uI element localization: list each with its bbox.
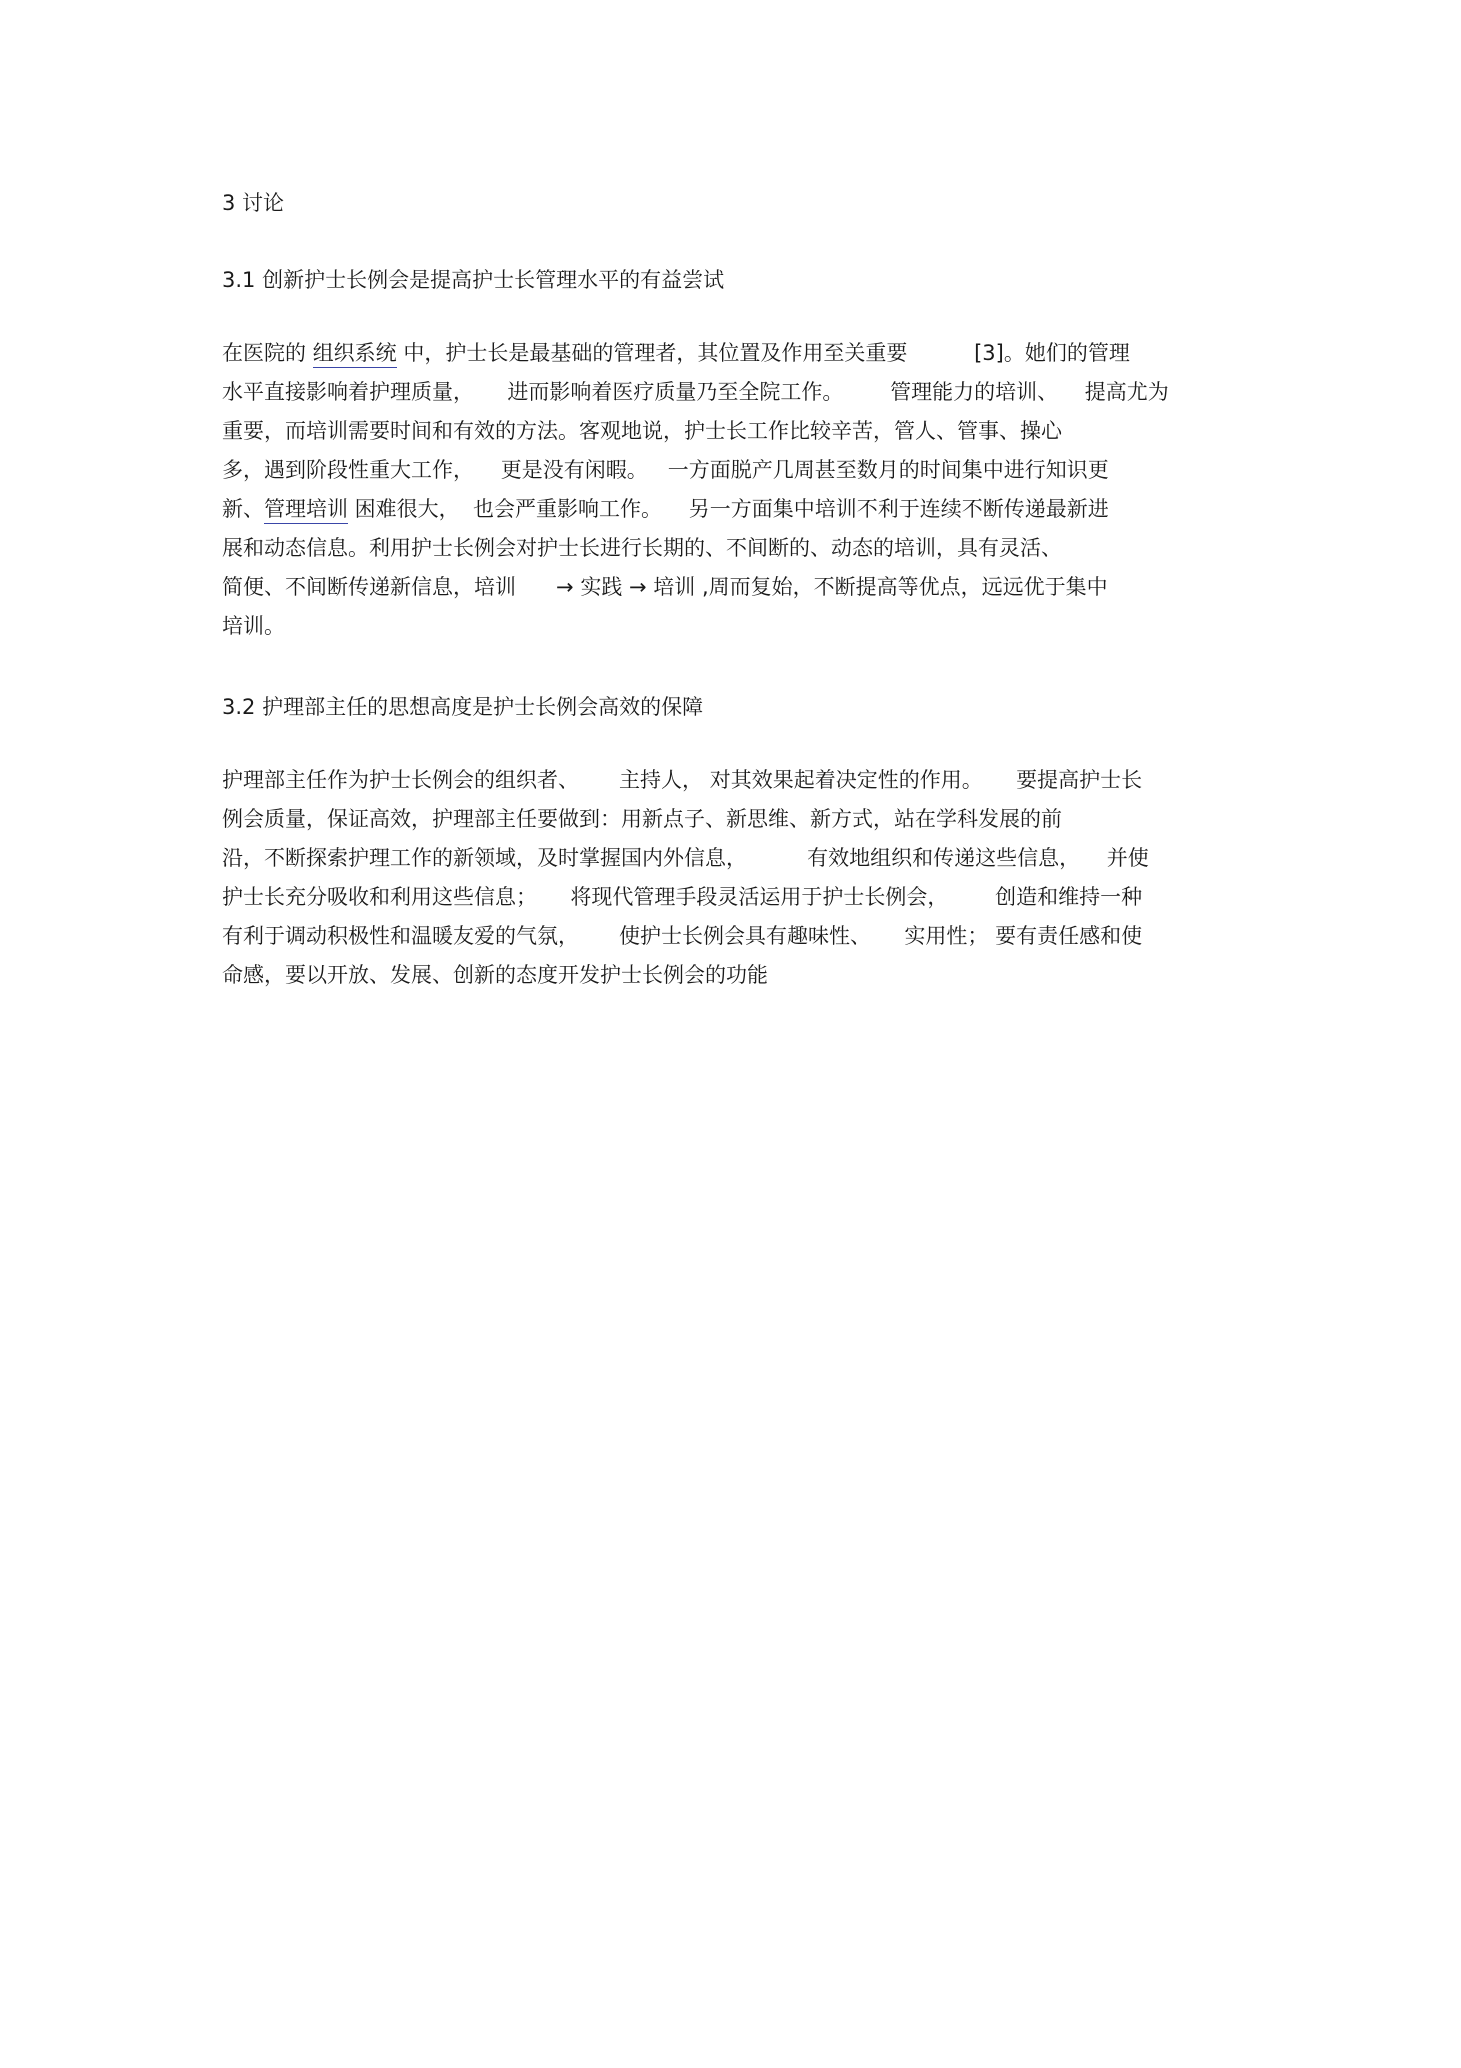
paragraph-line: 护理部主任作为护士长例会的组织者、 主持人， 对其效果起着决定性的作用。 要提高护士长: [222, 768, 1143, 792]
line-text: 困难很大， 也会严重影响工作。 另一方面集中培训不利于连续不断传递最新进: [348, 497, 1109, 521]
paragraph-line: 水平直接影响着护理质量， 进而影响着医疗质量乃至全院工作。 管理能力的培训、 提高尤为: [222, 380, 1169, 404]
paragraph-line: 命感，要以开放、发展、创新的态度开发护士长例会的功能: [222, 963, 768, 987]
paragraph-line: 展和动态信息。利用护士长例会对护士长进行长期的、不间断的、动态的培训，具有灵活、: [222, 536, 1062, 560]
line-text: 中，护士长是最基础的管理者，其位置及作用至关重要 [3]。她们的管理: [396, 341, 1130, 365]
paragraph-line: 简便、不间断传递新信息，培训 → 实践 → 培训 ,周而复始，不断提高等优点，远远优于集中: [222, 575, 1108, 599]
link-management-training[interactable]: 管理培训: [264, 497, 348, 524]
line-text: 在医院的: [222, 341, 313, 365]
paragraph-line: 多，遇到阶段性重大工作， 更是没有闲暇。 一方面脱产几周甚至数月的时间集中进行知识更: [222, 458, 1109, 482]
line-text: 新、: [222, 497, 264, 521]
paragraph-line: 沿，不断探索护理工作的新领域，及时掌握国内外信息， 有效地组织和传递这些信息， 并使: [222, 846, 1149, 870]
paragraph-line: 护士长充分吸收和利用这些信息； 将现代管理手段灵活运用于护士长例会， 创造和维持一种: [222, 885, 1143, 909]
subsection-title-3-1: 3.1 创新护士长例会是提高护士长管理水平的有益尝试: [222, 268, 725, 292]
paragraph-line: 例会质量，保证高效，护理部主任要做到：用新点子、新思维、新方式，站在学科发展的前: [222, 807, 1062, 831]
paragraph-line: 培训。: [222, 614, 285, 638]
paragraph-line: [222, 338, 1130, 368]
subsection-title-3-2: 3.2 护理部主任的思想高度是护士长例会高效的保障: [222, 695, 704, 719]
paragraph-line: [222, 494, 1109, 524]
section-title: 3 讨论: [222, 191, 285, 215]
link-organization-system[interactable]: 组织系统: [313, 341, 397, 368]
paragraph-line: 重要，而培训需要时间和有效的方法。客观地说，护士长工作比较辛苦，管人、管事、操心: [222, 419, 1062, 443]
paragraph-line: 有利于调动积极性和温暖友爱的气氛， 使护士长例会具有趣味性、 实用性； 要有责任感和使: [222, 924, 1143, 948]
